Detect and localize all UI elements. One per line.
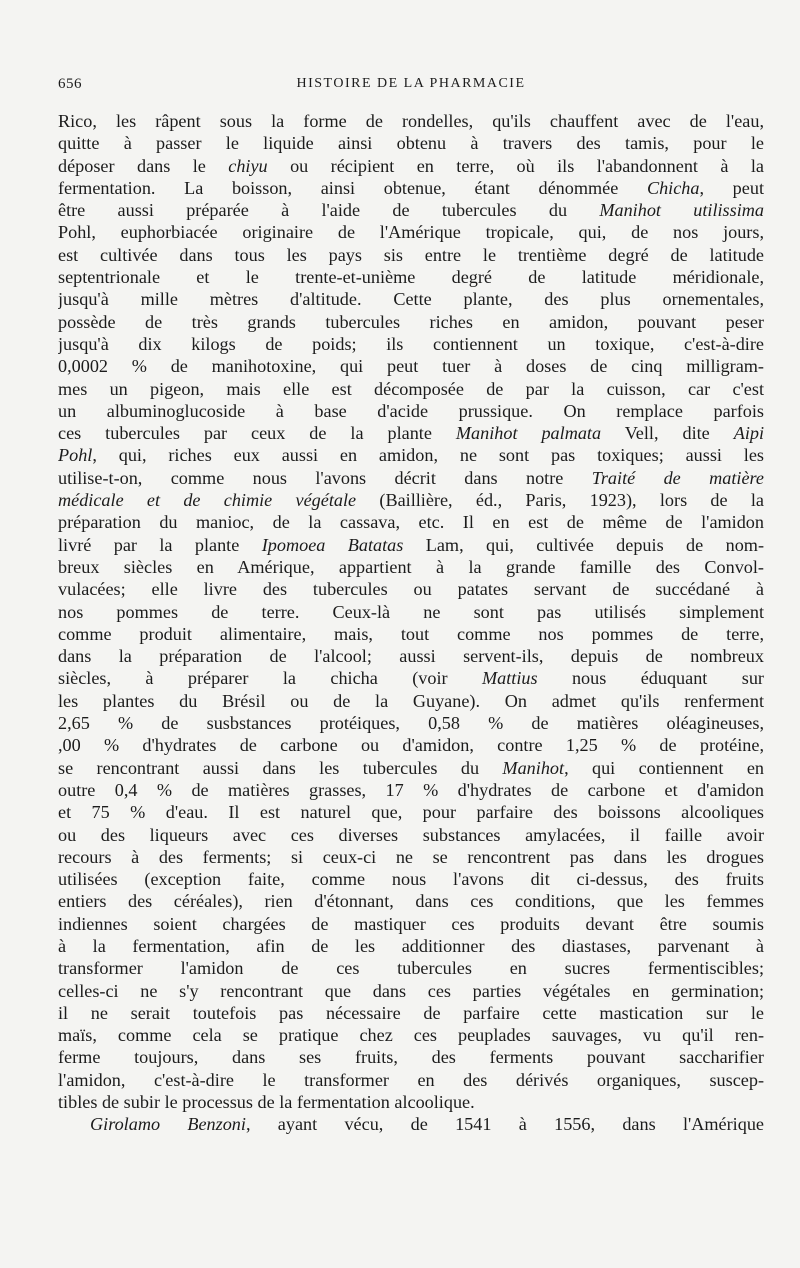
- text-run: à la fermentation, afin de les additionner des diastases, parvenant à: [58, 935, 764, 956]
- italic-text: chiyu: [228, 155, 268, 176]
- text-run: nous éduquant sur: [537, 668, 764, 689]
- text-run: quitte à passer le liquide ainsi obtenu à travers des tamis, pour le: [58, 133, 764, 154]
- text-run: être aussi préparée à l'aide de tubercules du: [58, 200, 600, 221]
- text-run: se rencontrant aussi dans les tubercules du: [58, 757, 503, 778]
- text-run: utilise-t-on, comme nous l'avons décrit dans notre: [58, 467, 592, 488]
- italic-text: Mattius: [481, 668, 538, 689]
- text-line: [58, 846, 764, 868]
- text-run: , ayant vécu, de 1541 à 1556, dans l'Amérique: [245, 1114, 764, 1135]
- text-line: [58, 1069, 764, 1091]
- text-run: nos pommes de terre. Ceux-là ne sont pas utilisés simplement: [58, 601, 764, 622]
- text-run: Pohl, euphorbiacée originaire de l'Amérique tropicale, qui, de nos jours,: [58, 222, 764, 243]
- text-run: les plantes du Brésil ou de la Guyane). On admet qu'ils renferment: [58, 690, 764, 711]
- text-line: [58, 1091, 764, 1113]
- text-line: [58, 980, 764, 1002]
- text-run: dans la préparation de l'alcool; aussi servent-ils, depuis de nombreux: [58, 646, 764, 667]
- text-line: [58, 601, 764, 623]
- text-run: recours à des ferments; si ceux-ci ne se rencontrent pas dans les drogues: [58, 846, 764, 867]
- text-run: , qui, riches eux aussi en amidon, ne sont pas toxiques; aussi les: [92, 445, 764, 466]
- text-run: outre 0,4 % de matières grasses, 17 % d'hydrates de carbone et d'amidon: [58, 779, 764, 800]
- text-run: est cultivée dans tous les pays sis entre le trentième degré de latitude: [58, 244, 764, 265]
- text-run: possède de très grands tubercules riches en amidon, pouvant peser: [58, 311, 764, 332]
- text-run: et 75 % d'eau. Il est naturel que, pour parfaire des boissons alcooliques: [58, 802, 764, 823]
- text-run: indiennes soient chargées de mastiquer ces produits devant être soumis: [58, 913, 764, 934]
- text-line: [58, 1046, 764, 1068]
- text-line: [58, 734, 764, 756]
- text-line: [58, 556, 764, 578]
- book-page: [58, 76, 764, 1136]
- text-run: (Baillière, éd., Paris, 1923), lors de la: [356, 490, 764, 511]
- text-run: déposer dans le: [58, 155, 229, 176]
- text-line: [58, 110, 764, 132]
- text-line: [58, 311, 764, 333]
- text-line: [58, 422, 764, 444]
- text-run: , peut: [699, 177, 764, 198]
- text-run: ces tubercules par ceux de la plante: [58, 423, 456, 444]
- text-line: [58, 333, 764, 355]
- text-line: [58, 890, 764, 912]
- text-line: [58, 467, 764, 489]
- text-run: entiers des céréales), rien d'étonnant, dans ces conditions, que les femmes: [58, 891, 764, 912]
- text-run: ferme toujours, dans ses fruits, des ferments pouvant saccharifier: [58, 1047, 764, 1068]
- text-line: [58, 155, 764, 177]
- text-run: comme produit alimentaire, mais, tout comme nos pommes de terre,: [58, 623, 764, 644]
- italic-text: Aipi: [733, 423, 764, 444]
- text-run: utilisées (exception faite, comme nous l'avons dit ci-dessus, des fruits: [58, 869, 764, 890]
- text-run: septentrionale et le trente-et-unième degré de latitude méridionale,: [58, 267, 764, 288]
- text-line: [58, 400, 764, 422]
- text-line: [58, 177, 764, 199]
- text-line: [58, 801, 764, 823]
- italic-text: Girolamo Benzoni: [90, 1114, 246, 1135]
- running-title: HISTOIRE DE LA PHARMACIE: [296, 76, 526, 91]
- text-run: ou récipient en terre, où ils l'abandonnent à la: [267, 155, 764, 176]
- text-run: vulacées; elle livre des tubercules ou patates servant de succédané à: [58, 579, 764, 600]
- text-line: [58, 757, 764, 779]
- text-run: Lam, qui, cultivée depuis de nom-: [403, 534, 764, 555]
- text-line: [58, 913, 764, 935]
- text-line: [58, 957, 764, 979]
- text-run: Vell, dite: [601, 423, 734, 444]
- text-line: [58, 690, 764, 712]
- text-run: 2,65 % de susbstances protéiques, 0,58 % de matières oléagineuses,: [58, 713, 764, 734]
- text-line: [58, 378, 764, 400]
- text-line: [58, 578, 764, 600]
- text-run: transformer l'amidon de ces tubercules en sucres fermentiscibles;: [58, 958, 764, 979]
- text-line: [58, 935, 764, 957]
- italic-text: Traité de matière: [591, 467, 764, 488]
- text-run: jusqu'à mille mètres d'altitude. Cette plante, des plus ornementales,: [58, 289, 764, 310]
- text-run: un albuminoglucoside à base d'acide prussique. On remplace parfois: [58, 400, 764, 421]
- text-line: [58, 534, 764, 556]
- text-run: jusqu'à dix kilogs de poids; ils contiennent un toxique, c'est-à-dire: [58, 333, 764, 354]
- text-line: [58, 489, 764, 511]
- text-line: [58, 667, 764, 689]
- text-line: [58, 645, 764, 667]
- body-text: [58, 110, 764, 1136]
- text-run: préparation du manioc, de la cassava, etc. Il en est de même de l'amidon: [58, 512, 764, 533]
- text-line: [58, 444, 764, 466]
- text-line: [58, 623, 764, 645]
- page-header: [58, 76, 764, 98]
- italic-text: Manihot palmata: [455, 423, 602, 444]
- text-line: [58, 1002, 764, 1024]
- text-run: celles-ci ne s'y rencontrant que dans ces parties végétales en germination;: [58, 980, 764, 1001]
- text-line: [58, 221, 764, 243]
- text-run: 0,0002 % de manihotoxine, qui peut tuer à doses de cinq milligram-: [58, 356, 764, 377]
- text-line: [58, 511, 764, 533]
- text-run: il ne serait toutefois pas nécessaire de parfaire cette mastication sur le: [58, 1002, 764, 1023]
- text-run: fermentation. La boisson, ainsi obtenue, étant dénommée: [58, 177, 647, 198]
- text-run: , qui contiennent en: [564, 757, 764, 778]
- text-run: siècles, à préparer la chicha (voir: [58, 668, 482, 689]
- page-number: 656: [58, 76, 82, 92]
- text-line: [58, 132, 764, 154]
- text-run: maïs, comme cela se pratique chez ces peuplades sauvages, vu qu'il ren-: [58, 1025, 764, 1046]
- text-line: [58, 288, 764, 310]
- text-line: [58, 779, 764, 801]
- text-run: Rico, les râpent sous la forme de rondelles, qu'ils chauffent avec de l'eau,: [58, 111, 764, 131]
- text-line: [58, 199, 764, 221]
- text-run: livré par la plante: [58, 534, 262, 555]
- italic-text: Manihot utilissima: [599, 200, 764, 221]
- text-line: [58, 244, 764, 266]
- italic-text: Ipomoea Batatas: [261, 534, 404, 555]
- italic-text: Pohl: [58, 445, 93, 466]
- text-run: tibles de subir le processus de la fermentation alcoolique.: [58, 1092, 475, 1113]
- italic-text: Chicha: [646, 177, 700, 198]
- text-line: [58, 868, 764, 890]
- text-run: breux siècles en Amérique, appartient à la grande famille des Convol-: [58, 556, 764, 577]
- text-run: ,00 % d'hydrates de carbone ou d'amidon, contre 1,25 % de protéine,: [58, 735, 764, 756]
- text-run: mes un pigeon, mais elle est décomposée de par la cuisson, car c'est: [58, 378, 764, 399]
- text-line: [58, 1024, 764, 1046]
- text-line: [58, 712, 764, 734]
- text-line: [58, 355, 764, 377]
- text-line: [58, 824, 764, 846]
- italic-text: médicale et de chimie végétale: [58, 490, 357, 511]
- text-line: [58, 1113, 764, 1135]
- text-line: [58, 266, 764, 288]
- italic-text: Manihot: [502, 757, 565, 778]
- text-run: l'amidon, c'est-à-dire le transformer en des dérivés organiques, suscep-: [58, 1069, 764, 1090]
- text-run: ou des liqueurs avec ces diverses substances amylacées, il faille avoir: [58, 824, 764, 845]
